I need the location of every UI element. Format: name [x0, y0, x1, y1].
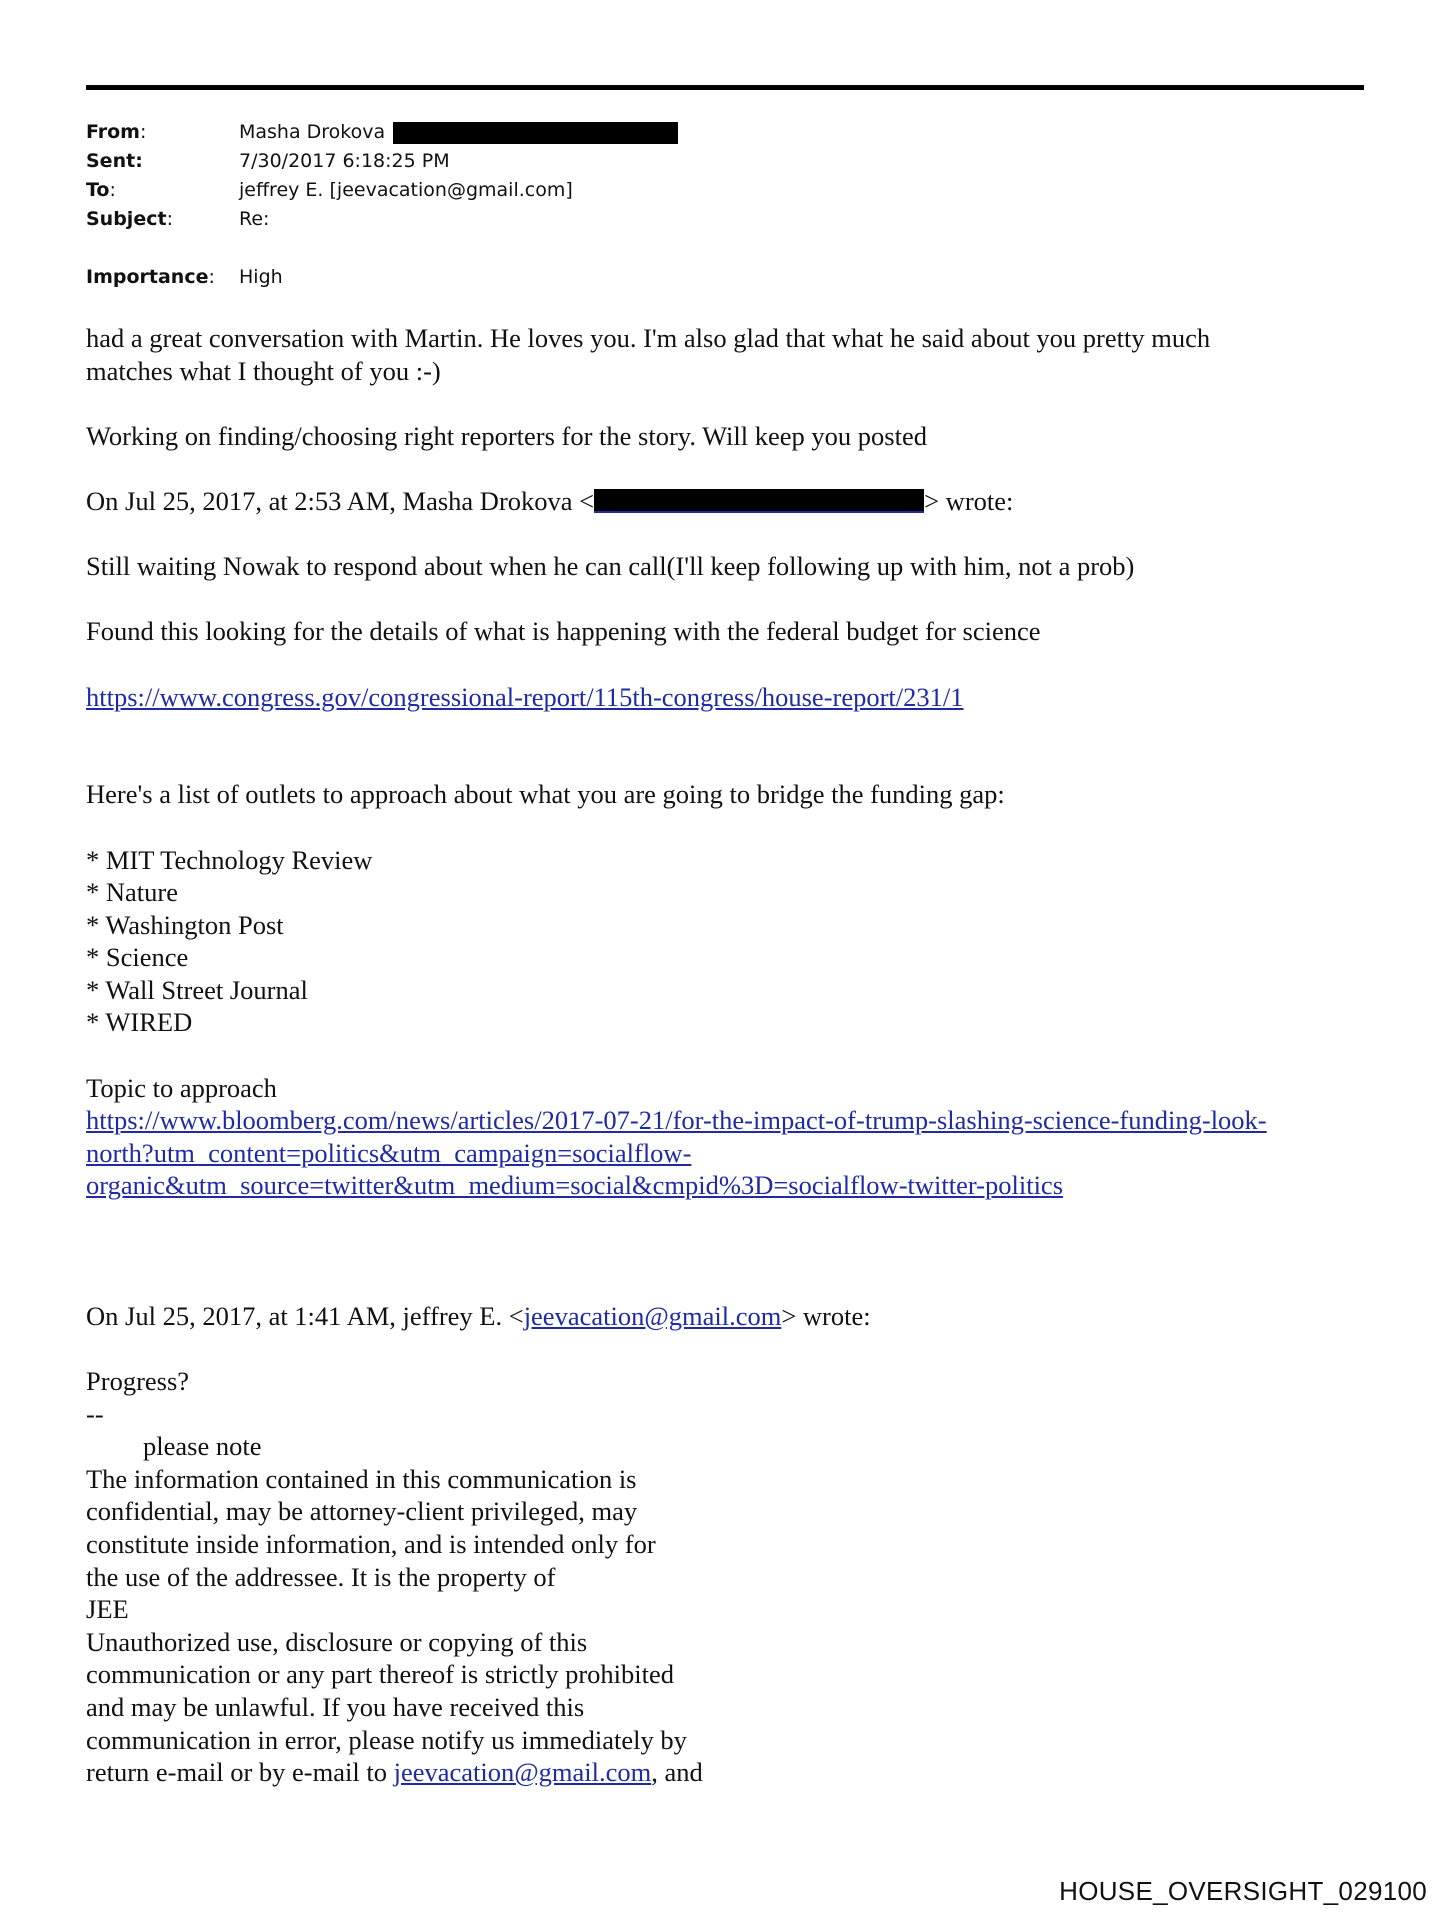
header-to-row	[86, 176, 678, 205]
subject-label-colon: :	[166, 208, 173, 230]
congress-report-link[interactable]: https://www.congress.gov/congressional-report/115th-congress/house-report/231/1	[86, 681, 964, 712]
quote2-prefix: On Jul 25, 2017, at 1:41 AM, jeffrey E. <	[86, 1300, 524, 1331]
bloomberg-link-line-1[interactable]: https://www.bloomberg.com/news/articles/2017-07-21/for-the-impact-of-trump-slashing-science-funding-look-	[86, 1105, 1267, 1136]
subject-value: Re:	[239, 208, 270, 230]
bloomberg-link-line-2[interactable]: north?utm_content=politics&utm_campaign=socialflow-	[86, 1137, 692, 1168]
signature-line: confidential, may be attorney-client privileged, may	[86, 1496, 638, 1527]
signature-line: Unauthorized use, disclosure or copying of this	[86, 1626, 588, 1657]
signature-line: JEE	[86, 1594, 129, 1625]
email-body	[86, 322, 1386, 1789]
document-id: HOUSE_OVERSIGHT_029100	[1059, 1876, 1427, 1906]
body-line: Still waiting Nowak to respond about when he can call(I'll keep following up with him, not a prob)	[86, 551, 1135, 582]
sent-label-colon: :	[135, 150, 143, 172]
bloomberg-link-line-3[interactable]: organic&utm_source=twitter&utm_medium=social&cmpid%3D=socialflow-twitter-politics	[86, 1170, 1064, 1201]
quote1-suffix: > wrote:	[924, 485, 1014, 516]
body-line: matches what I thought of you :-)	[86, 355, 441, 386]
signature-line: and may be unlawful. If you have received this	[86, 1691, 585, 1722]
quote-header-1	[86, 485, 1386, 518]
to-label-colon: :	[109, 179, 116, 201]
signature-line: the use of the addressee. It is the property of	[86, 1561, 556, 1592]
header-importance-row	[86, 263, 678, 292]
outlet-list-item: * Nature	[86, 877, 178, 908]
signature-email-link[interactable]: jeevacation@gmail.com	[393, 1757, 652, 1788]
topic-label: Topic to approach	[86, 1072, 277, 1103]
from-value: Masha Drokova	[239, 121, 386, 143]
jeevacation-email-link[interactable]: jeevacation@gmail.com	[523, 1300, 782, 1331]
outlet-list-item: * Washington Post	[86, 909, 284, 940]
signature-dashes: --	[86, 1398, 104, 1429]
quote1-prefix: On Jul 25, 2017, at 2:53 AM, Masha Drokova <	[86, 485, 595, 516]
header-from-row	[86, 118, 678, 147]
top-rule	[86, 85, 1364, 90]
importance-value: High	[239, 266, 283, 288]
body-line: Working on finding/choosing right reporters for the story. Will keep you posted	[86, 420, 927, 451]
outlet-list-item: * Science	[86, 942, 189, 973]
redacted-email-box	[393, 122, 678, 144]
body-line: Here's a list of outlets to approach about what you are going to bridge the funding gap:	[86, 779, 1005, 810]
email-header	[86, 118, 678, 292]
progress-line: Progress?	[86, 1366, 190, 1397]
signature-line: communication in error, please notify us immediately by	[86, 1724, 687, 1755]
outlet-list-item: * MIT Technology Review	[86, 844, 373, 875]
to-value: jeffrey E. [jeevacation@gmail.com]	[239, 179, 573, 201]
from-label: From	[86, 121, 140, 143]
signature-please-note: please note	[143, 1431, 262, 1462]
importance-label-colon: :	[208, 266, 215, 288]
importance-label: Importance	[86, 266, 209, 288]
from-label-colon: :	[140, 121, 147, 143]
quote-header-2	[86, 1300, 1386, 1333]
header-sent-row	[86, 147, 678, 176]
signature-line: constitute inside information, and is intended only for	[86, 1528, 656, 1559]
sig-last-suffix: , and	[651, 1757, 703, 1788]
sig-last-prefix: return e-mail or by e-mail to	[86, 1757, 394, 1788]
signature-last-line	[86, 1756, 1386, 1789]
signature-line: The information contained in this communication is	[86, 1463, 637, 1494]
outlet-list-item: * WIRED	[86, 1007, 193, 1038]
body-line: had a great conversation with Martin. He loves you. I'm also glad that what he said about you pretty much	[86, 323, 1211, 353]
signature-line: communication or any part thereof is strictly prohibited	[86, 1659, 674, 1690]
outlet-list-item: * Wall Street Journal	[86, 974, 308, 1005]
to-label: To	[86, 179, 110, 201]
quote2-suffix: > wrote:	[781, 1300, 871, 1331]
sent-value: 7/30/2017 6:18:25 PM	[239, 150, 450, 172]
subject-label: Subject	[86, 208, 167, 230]
body-line: Found this looking for the details of what is happening with the federal budget for science	[86, 616, 1041, 647]
redacted-email-link	[594, 489, 924, 513]
header-subject-row	[86, 205, 678, 234]
sent-label: Sent	[86, 150, 136, 172]
